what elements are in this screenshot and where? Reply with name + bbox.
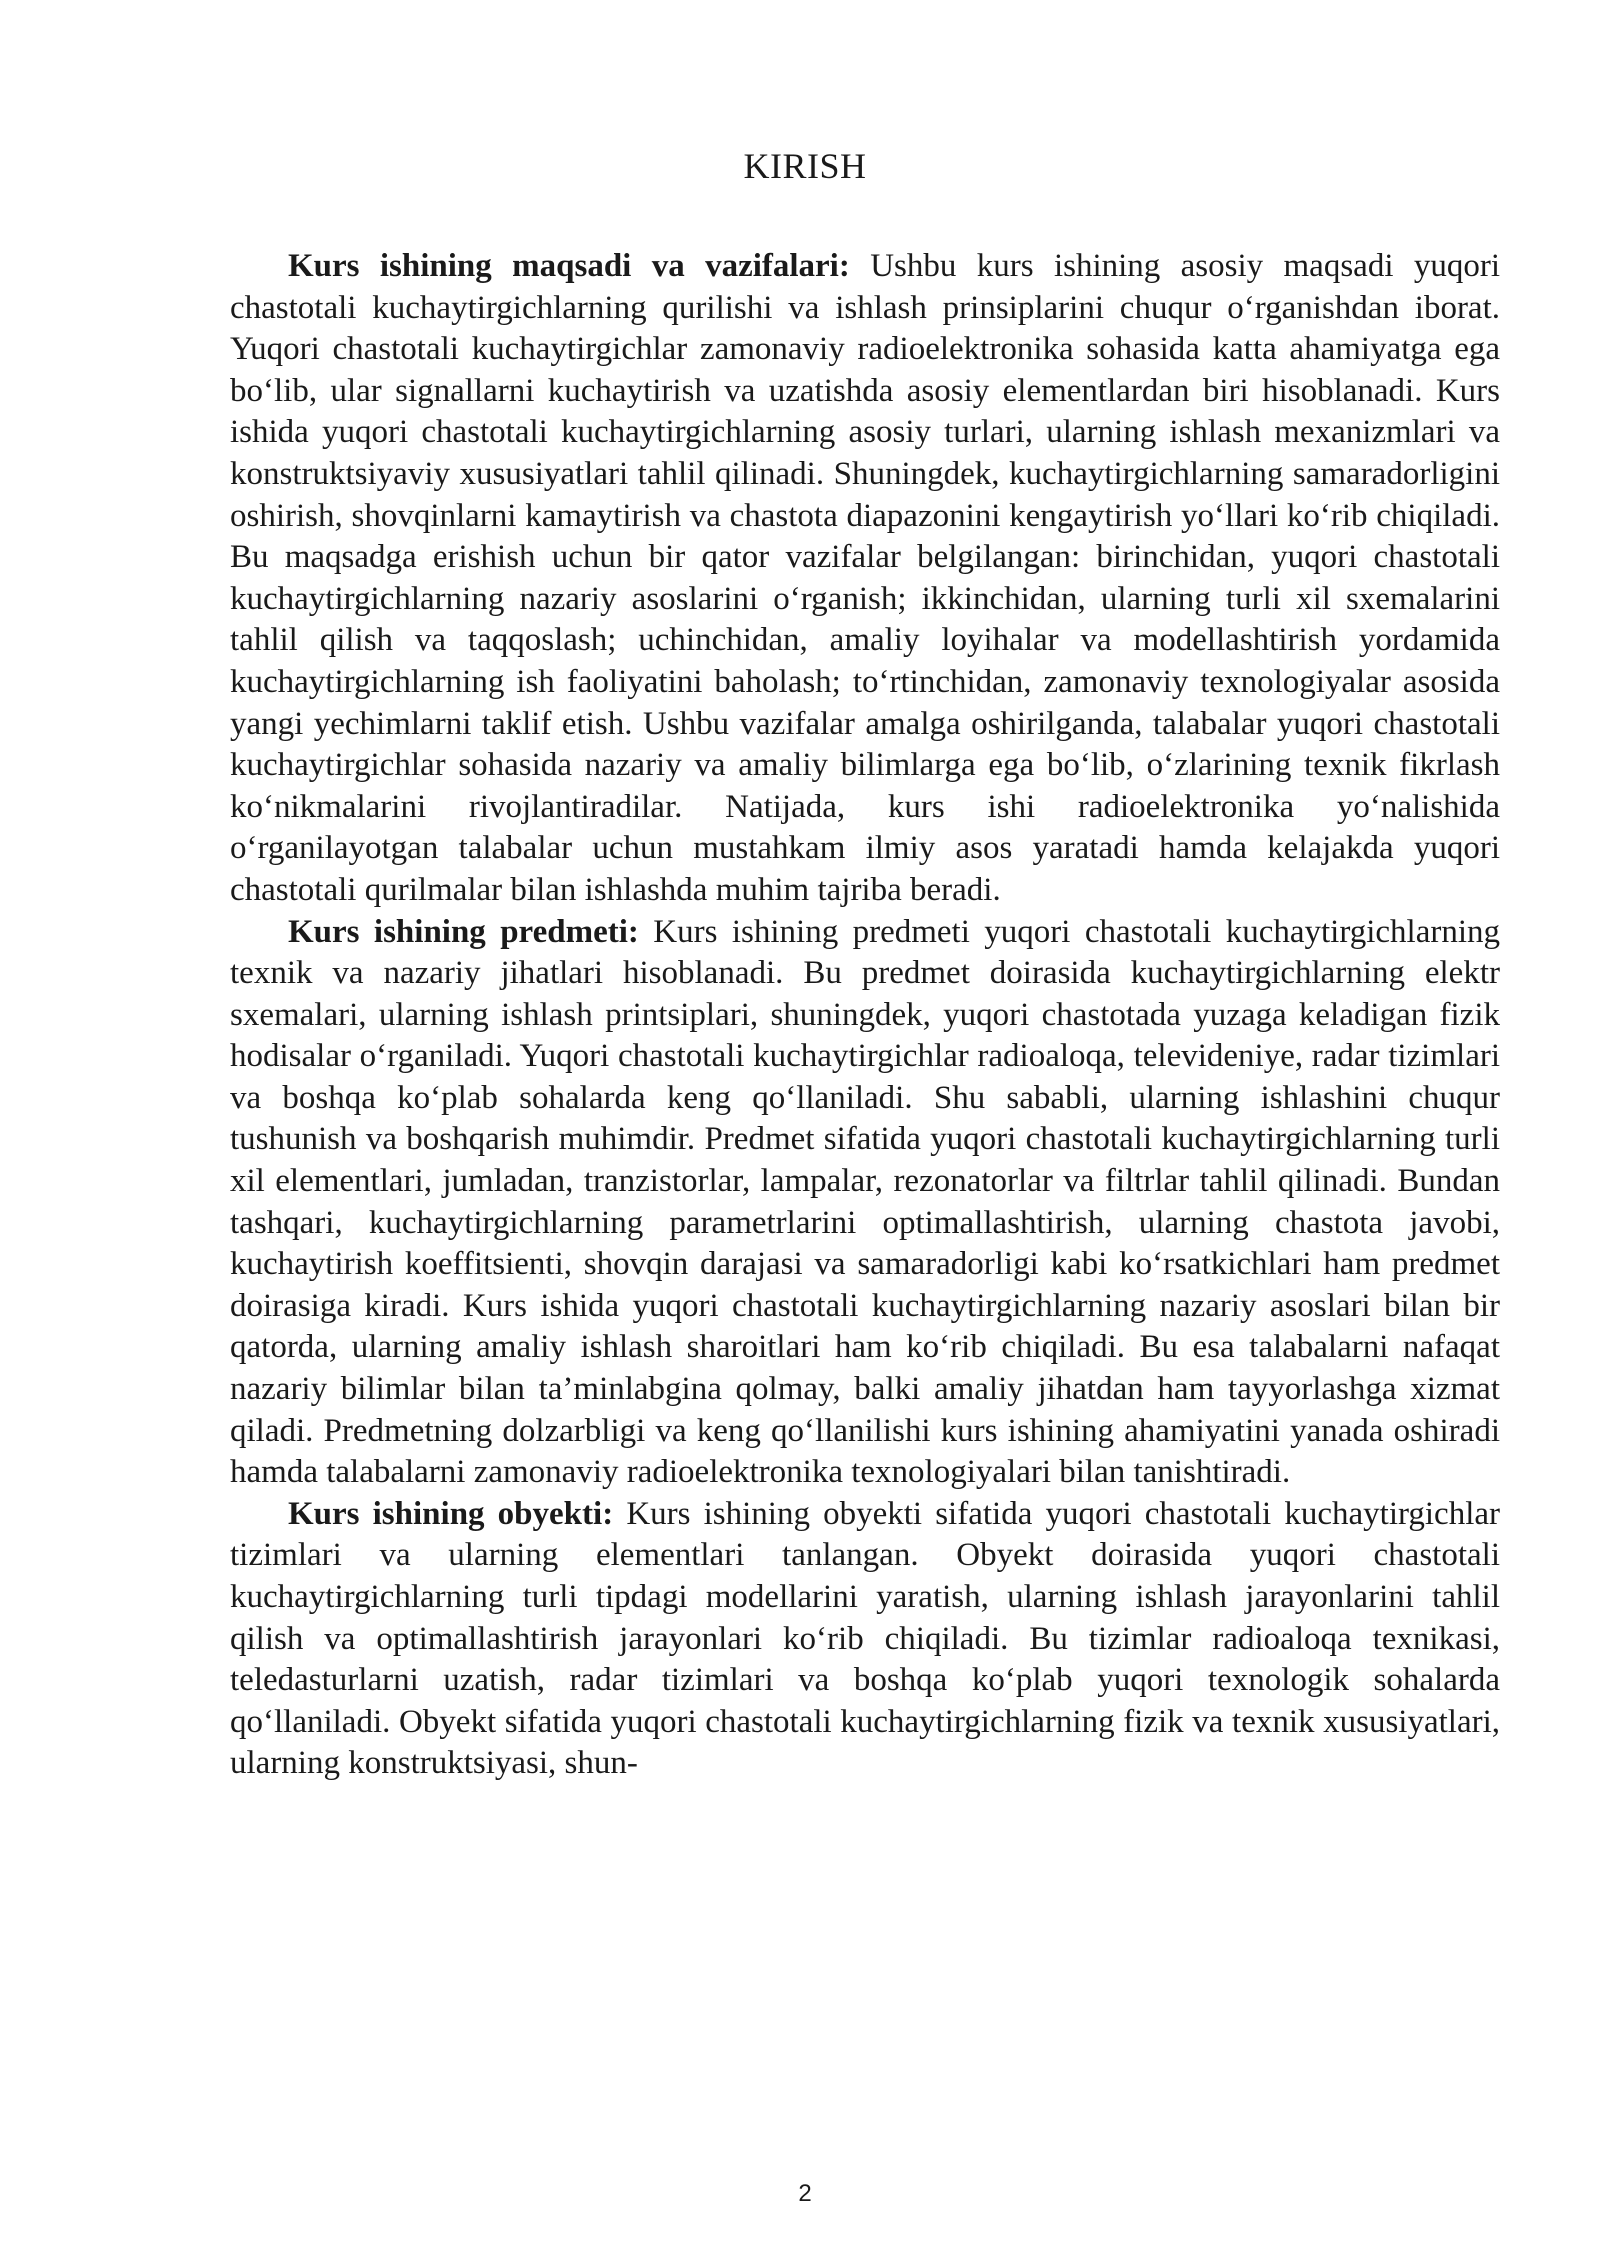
paragraph-lead: Kurs ishining maqsadi va vazifalari:	[288, 248, 850, 284]
paragraph-lead: Kurs ishining obyekti:	[288, 1495, 614, 1532]
page-number: 2	[798, 2180, 812, 2207]
paragraph-text: Kurs ishining predmeti yuqori chastotali kuchaytirgichlarning texnik va nazariy jihatlari hisoblanadi. Bu predmet doirasida kuchaytirgichlarning elektr sxemalari, ularning ishlash printsiplari, shuningdek, yuqori chastotada yuzaga keladigan fizik hodisalar o‘rganiladi. Yuqori chastotali kuchaytirgichlar radioaloqa, televideniye, radar tizimlari va boshqa ko‘plab sohalarda keng qo‘llaniladi. Shu sababli, ularning ishlashini chuqur tushunish va boshqarish muhimdir. Predmet sifatida yuqori chastotali kuchaytirgichlarning turli xil elementlari, jumladan, tranzistorlar, lampalar, rezonatorlar va filtrlar tahlil qilinadi. Bundan tashqari, kuchaytirgichlarning parametrlarini optimallashtirish, ularning chastota javobi, kuchaytirish koeffitsienti, shovqin darajasi va samaradorligi kabi ko‘rsatkichlari ham predmet doirasiga kiradi. Kurs ishida yuqori chastotali kuchaytirgichlarning nazariy asoslari bilan bir qatorda, ularning amaliy ishlash sharoitlari ham ko‘rib chiqiladi. Bu esa talabalarni nafaqat nazariy bilimlar bilan ta’minlabgina qolmay, balki amaliy jihatdan ham tayyorlashga xizmat qiladi. Predmetning dolzarbligi va keng qo‘llanilishi kurs ishining ahamiyatini yanada oshiradi hamda talabalarni zamonaviy radioelektronika texnologiyalari bilan tanishtiradi.	[230, 913, 1500, 1491]
paragraph-maqsadi	[230, 246, 1500, 912]
paragraph-text: Ushbu kurs ishining asosiy maqsadi yuqori chastotali kuchaytirgichlarning qurilishi va ishlash prinsiplarini chuqur o‘rganishdan iborat. Yuqori chastotali kuchaytirgichlar zamonaviy radioelektronika sohasida katta ahamiyatga ega bo‘lib, ular signallarni kuchaytirish va uzatishda asosiy elementlardan biri hisoblanadi. Kurs ishida yuqori chastotali kuchaytirgichlarning asosiy turlari, ularning ishlash mexanizmlari va konstruktsiyaviy xususiyatlari tahlil qilinadi. Shuningdek, kuchaytirgichlarning samaradorligini oshirish, shovqinlarni kamaytirish va chastota diapazonini kengaytirish yo‘llari ko‘rib chiqiladi. Bu maqsadga erishish uchun bir qator vazifalar belgilangan: birinchidan, yuqori chastotali kuchaytirgichlarning nazariy asoslarini o‘rganish; ikkinchidan, ularning turli xil sxemalarini tahlil qilish va taqqoslash; uchinchidan, amaliy loyihalar va modellashtirish yordamida kuchaytirgichlarning ish faoliyatini baholash; to‘rtinchidan, zamonaviy texnologiyalar asosida yangi yechimlarni taklif etish. Ushbu vazifalar amalga oshirilganda, talabalar yuqori chastotali kuchaytirgichlar sohasida nazariy va amaliy bilimlarga ega bo‘lib, o‘zlarining texnik fikrlash ko‘nikmalarini rivojlantiradilar. Natijada, kurs ishi radioelektronika yo‘nalishida o‘rganilayotgan talabalar uchun mustahkam ilmiy asos yaratadi hamda kelajakda yuqori chastotali qurilmalar bilan ishlashda muhim tajriba beradi.	[230, 248, 1501, 908]
body-text	[230, 246, 1500, 1785]
paragraph-obyekti	[230, 1494, 1500, 1785]
paragraph-text: Kurs ishining obyekti sifatida yuqori chastotali kuchaytirgichlar tizimlari va ularning elementlari tanlangan. Obyekt doirasida yuqori chastotali kuchaytirgichlarning turli tipdagi modellarini yaratish, ularning ishlash jarayonlarini tahlil qilish va optimallashtirish jarayonlari ko‘rib chiqiladi. Bu tizimlar radioaloqa texnikasi, teledasturlarni uzatish, radar tizimlari va boshqa ko‘plab yuqori texnologik sohalarda qo‘llaniladi. Obyekt sifatida yuqori chastotali kuchaytirgichlarning fizik va texnik xususiyatlari, ularning konstruktsiyasi, shun-	[230, 1495, 1500, 1782]
paragraph-predmeti	[230, 912, 1500, 1494]
page-heading: KIRISH	[743, 146, 867, 186]
paragraph-lead: Kurs ishining predmeti:	[288, 913, 639, 950]
